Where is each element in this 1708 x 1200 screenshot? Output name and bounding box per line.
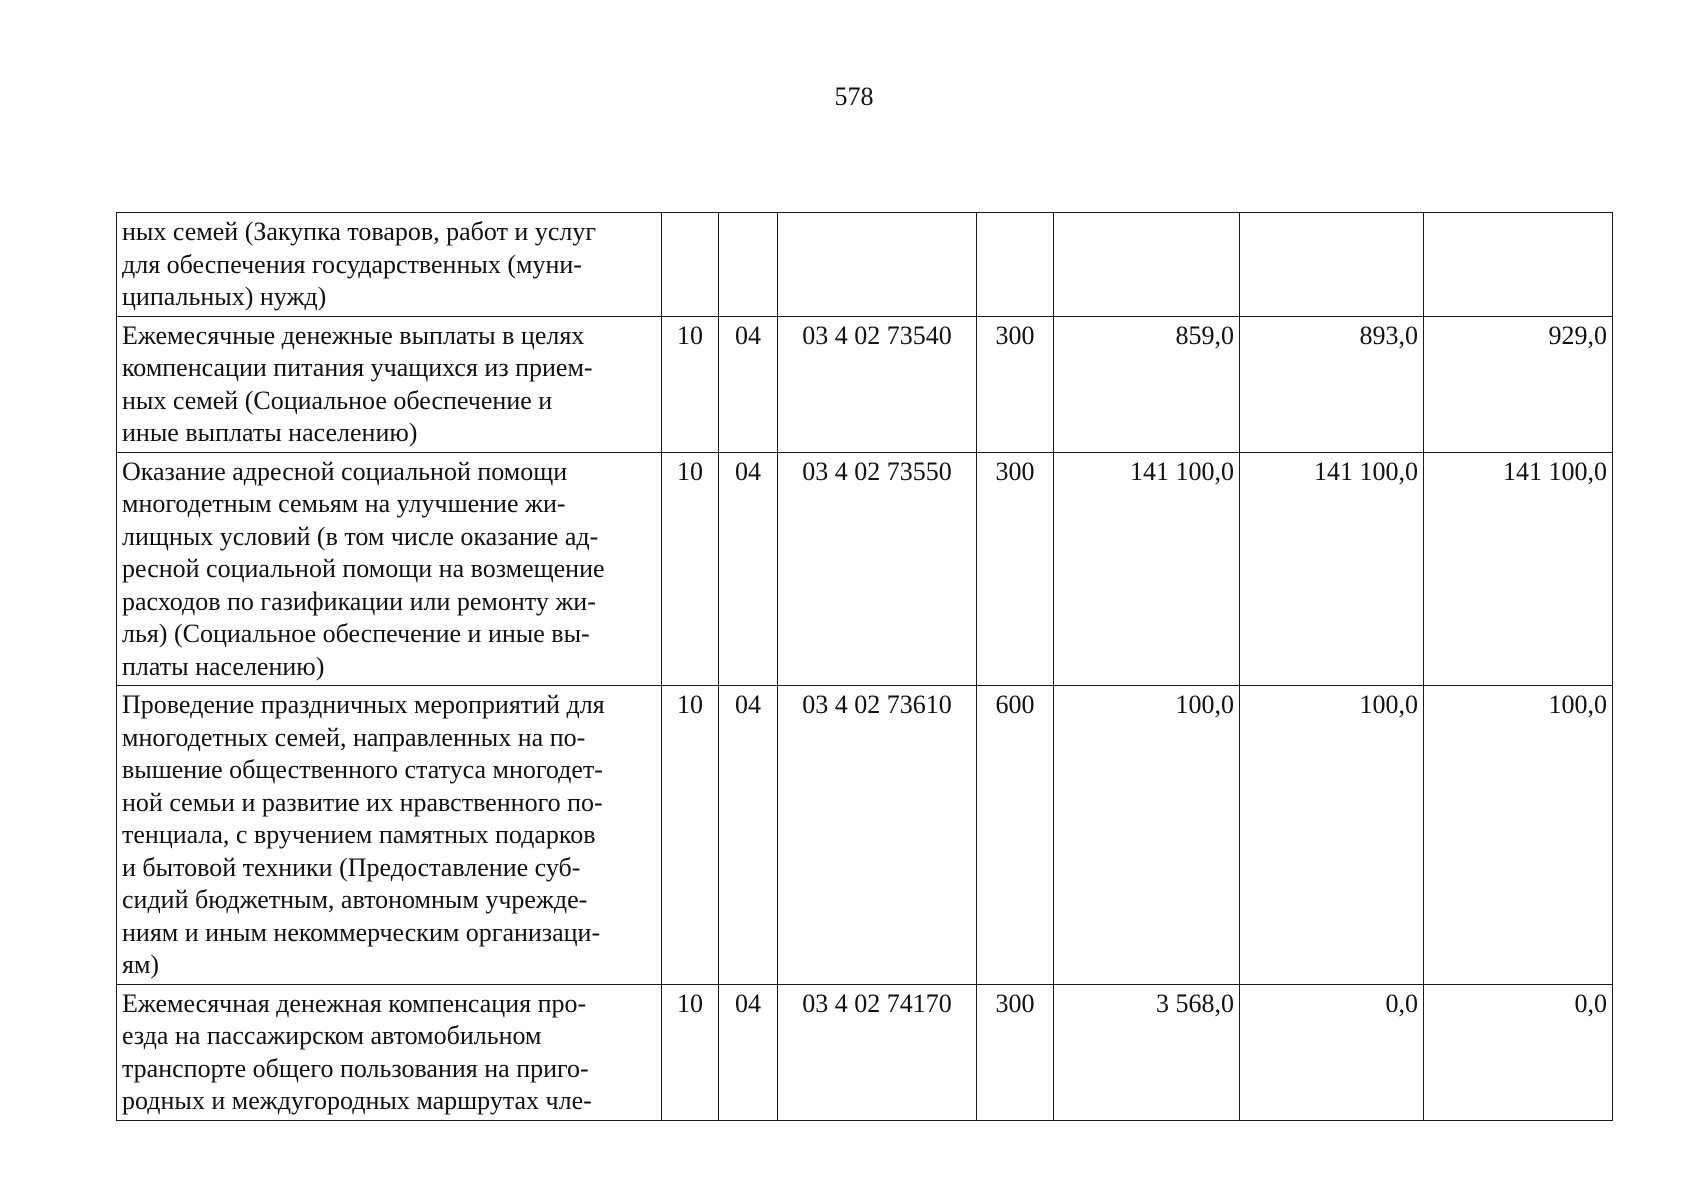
- table-row: [117, 984, 1613, 1120]
- section-cell: 10: [662, 316, 719, 452]
- description-line: Проведение праздничных мероприятий для: [122, 690, 605, 719]
- description-line: родных и междугородных маршрутах чле-: [122, 1086, 592, 1115]
- table-body: [117, 213, 1613, 1121]
- expense-type-cell: 300: [977, 316, 1054, 452]
- amount-3-cell: 0,0: [1424, 984, 1613, 1120]
- description-line: тенциала, с вручением памятных подарков: [122, 820, 596, 849]
- description-cell: [117, 316, 662, 452]
- description-line: и бытовой техники (Предоставление суб-: [122, 852, 581, 882]
- amount-3-cell: [1424, 213, 1613, 317]
- description-line: ципальных) нужд): [122, 282, 327, 311]
- page-number: 578: [834, 82, 874, 111]
- target-article-cell: 03 4 02 73540: [778, 316, 977, 452]
- table-row: [117, 452, 1613, 686]
- description-line: ных семей (Социальное обеспечение и: [122, 385, 553, 415]
- description-cell: [117, 213, 662, 317]
- subsection-cell: 04: [719, 316, 778, 452]
- amount-1-cell: 3 568,0: [1054, 984, 1240, 1120]
- table-row: [117, 686, 1613, 985]
- description-line: Ежемесячная денежная компенсация про-: [122, 988, 587, 1018]
- description-cell: [117, 452, 662, 686]
- description-line: многодетным семьям на улучшение жи-: [122, 489, 566, 518]
- description-line: ниям и иным некоммерческим организаци-: [122, 917, 601, 947]
- target-article-cell: [778, 213, 977, 317]
- subsection-cell: 04: [719, 686, 778, 985]
- amount-1-cell: 100,0: [1054, 686, 1240, 985]
- table-row: [117, 316, 1613, 452]
- description-line: ям): [122, 950, 160, 979]
- description-line: сидий бюджетным, автономным учрежде-: [122, 885, 588, 914]
- expense-type-cell: [977, 213, 1054, 317]
- amount-1-cell: [1054, 213, 1240, 317]
- expense-type-cell: 600: [977, 686, 1054, 985]
- target-article-cell: 03 4 02 74170: [778, 984, 977, 1120]
- description-line: многодетных семей, направленных на по-: [122, 722, 586, 752]
- description-line: расходов по газификации или ремонту жи-: [122, 586, 596, 616]
- amount-2-cell: 893,0: [1240, 316, 1424, 452]
- description-line: ресной социальной помощи на возмещение: [122, 554, 605, 583]
- description-line: для обеспечения государственных (муни-: [122, 249, 582, 279]
- description-cell: [117, 984, 662, 1120]
- section-cell: 10: [662, 452, 719, 686]
- section-cell: [662, 213, 719, 317]
- section-cell: 10: [662, 984, 719, 1120]
- description-line: Ежемесячные денежные выплаты в целях: [122, 320, 585, 350]
- amount-1-cell: 859,0: [1054, 316, 1240, 452]
- expense-type-cell: 300: [977, 984, 1054, 1120]
- description-line: лья) (Социальное обеспечение и иные вы-: [122, 619, 590, 648]
- target-article-cell: 03 4 02 73550: [778, 452, 977, 686]
- description-line: ных семей (Закупка товаров, работ и услуг: [122, 217, 597, 246]
- amount-2-cell: 0,0: [1240, 984, 1424, 1120]
- description-cell: [117, 686, 662, 985]
- amount-3-cell: 929,0: [1424, 316, 1613, 452]
- description-line: компенсации питания учащихся из прием-: [122, 353, 593, 382]
- description-line: иные выплаты населению): [122, 418, 418, 447]
- description-line: лищных условий (в том числе оказание ад-: [122, 521, 599, 551]
- amount-2-cell: 141 100,0: [1240, 452, 1424, 686]
- subsection-cell: 04: [719, 452, 778, 686]
- target-article-cell: 03 4 02 73610: [778, 686, 977, 985]
- section-cell: 10: [662, 686, 719, 985]
- description-line: Оказание адресной социальной помощи: [122, 456, 568, 486]
- table-row: [117, 213, 1613, 317]
- description-line: езда на пассажирском автомобильном: [122, 1021, 542, 1050]
- description-line: платы населению): [122, 651, 325, 681]
- expense-type-cell: 300: [977, 452, 1054, 686]
- subsection-cell: 04: [719, 984, 778, 1120]
- budget-table: [116, 212, 1613, 1121]
- description-line: транспорте общего пользования на приго-: [122, 1053, 589, 1083]
- description-line: ной семьи и развитие их нравственного по-: [122, 787, 603, 817]
- amount-3-cell: 100,0: [1424, 686, 1613, 985]
- amount-2-cell: 100,0: [1240, 686, 1424, 985]
- amount-2-cell: [1240, 213, 1424, 317]
- subsection-cell: [719, 213, 778, 317]
- description-line: вышение общественного статуса многодет-: [122, 755, 603, 784]
- amount-1-cell: 141 100,0: [1054, 452, 1240, 686]
- amount-3-cell: 141 100,0: [1424, 452, 1613, 686]
